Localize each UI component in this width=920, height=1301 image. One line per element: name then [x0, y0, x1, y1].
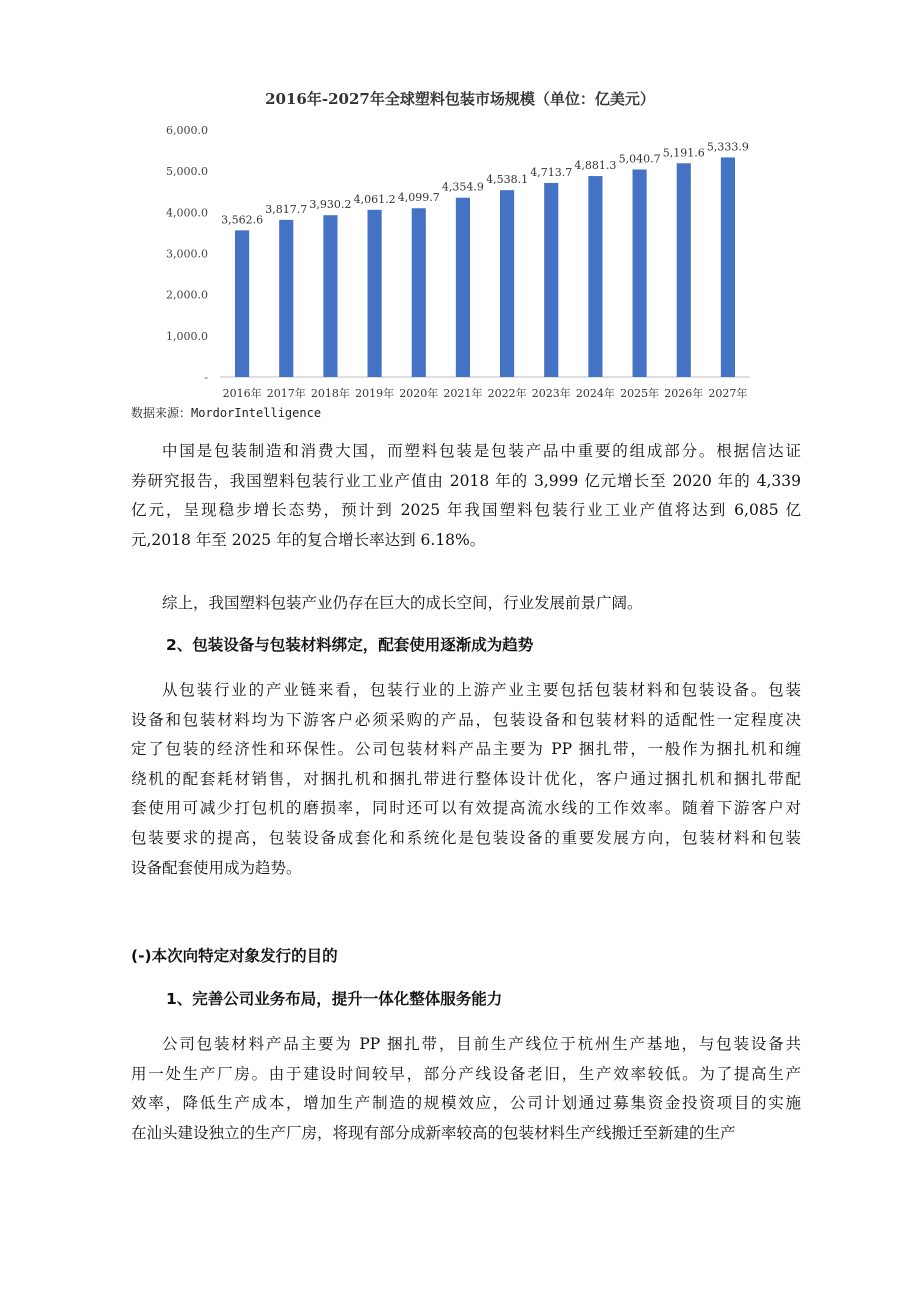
x-category-label: 2026年 — [664, 387, 704, 400]
x-category-label: 2023年 — [531, 387, 571, 400]
bar-value-label: 5,333.9 — [706, 140, 749, 154]
bar — [368, 210, 382, 377]
y-axis-ticks — [166, 124, 208, 384]
x-category-label: 2017年 — [266, 387, 306, 400]
bar — [588, 176, 602, 377]
heading-equipment-material-binding: 2、包装设备与包装材料绑定，配套使用逐渐成为趋势 — [166, 636, 534, 654]
x-category-label: 2016年 — [222, 387, 262, 400]
bar — [323, 215, 337, 377]
bar-value-label: 5,040.7 — [618, 152, 661, 166]
y-tick-label: 2,000.0 — [166, 288, 208, 302]
x-category-label: 2022年 — [487, 387, 527, 400]
text-line: 定了包装的经济性和环保性。公司包装材料产品主要为 PP 捆扎带，一般作为捆扎机和缠 — [131, 740, 801, 759]
bar-value-label: 4,538.1 — [486, 173, 529, 187]
bar-value-label: 3,930.2 — [309, 198, 352, 212]
text-line: 综上，我国塑料包装产业仍存在巨大的成长空间，行业发展前景广阔。 — [162, 594, 643, 612]
bar-value-label: 3,562.6 — [221, 213, 264, 227]
text-line: 中国是包装制造和消费大国，而塑料包装是包装产品中重要的组成部分。根据信达证 — [162, 442, 801, 460]
x-category-label: 2021年 — [443, 387, 483, 400]
text-line: 用一处生产厂房。由于建设时间较早，部分产线设备老旧，生产效率较低。为了提高生产 — [131, 1064, 801, 1083]
bar — [500, 190, 514, 377]
x-category-label: 2020年 — [399, 387, 439, 400]
text-line: 绕机的配套耗材销售，对捆扎机和捆扎带进行整体设计优化，客户通过捆扎机和捆扎带配 — [131, 769, 801, 788]
heading-business-layout: 1、完善公司业务布局，提升一体化整体服务能力 — [166, 990, 503, 1008]
text-line: 元,2018 年至 2025 年的复合增长率达到 6.18%。 — [131, 530, 486, 549]
text-line: 从包装行业的产业链来看，包装行业的上游产业主要包括包装材料和包装设备。包装 — [162, 681, 801, 699]
bar-value-label: 4,061.2 — [353, 192, 396, 206]
x-category-label: 2025年 — [620, 387, 660, 400]
bar-value-label: 4,354.9 — [441, 180, 484, 194]
y-tick-label: - — [204, 371, 208, 384]
text-line: 包装要求的提高，包装设备成套化和系统化是包装设备的重要发展方向，包装材料和包装 — [131, 828, 801, 847]
bar-value-label: 4,713.7 — [530, 165, 573, 179]
paragraph-industry-chain — [131, 676, 801, 883]
heading-issuance-purpose: (-)本次向特定对象发行的目的 — [131, 947, 338, 965]
paragraph-conclusion — [131, 589, 801, 619]
text-line: 套使用可减少打包机的磨损率，同时还可以有效提高流水线的工作效率。随着下游客户对 — [131, 799, 801, 818]
bar — [235, 230, 249, 377]
bar — [279, 220, 293, 377]
y-tick-label: 3,000.0 — [166, 247, 208, 261]
text-line: 公司包装材料产品主要为 PP 捆扎带，目前生产线位于杭州生产基地，与包装设备共 — [162, 1035, 801, 1053]
value-labels — [221, 140, 749, 226]
x-category-label: 2024年 — [575, 387, 615, 400]
x-category-label: 2027年 — [708, 387, 748, 400]
bar-series — [235, 157, 735, 377]
y-tick-label: 1,000.0 — [166, 329, 208, 343]
bar — [721, 157, 735, 377]
y-tick-label: 5,000.0 — [166, 165, 208, 179]
y-tick-label: 4,000.0 — [166, 206, 208, 220]
x-category-label: 2018年 — [310, 387, 350, 400]
bar-value-label: 4,881.3 — [574, 159, 617, 173]
x-category-label: 2019年 — [355, 387, 395, 400]
text-line: 设备和包装材料均为下游客户必须采购的产品，包装设备和包装材料的适配性一定程度决 — [131, 710, 801, 729]
y-tick-label: 6,000.0 — [166, 124, 208, 137]
text-line: 设备配套使用成为趋势。 — [131, 858, 302, 877]
bar — [633, 169, 647, 377]
bar — [412, 208, 426, 377]
bar-value-label: 5,191.6 — [662, 146, 705, 160]
data-source-note: 数据来源：MordorIntelligence — [131, 406, 322, 420]
bar — [456, 198, 470, 377]
bar-value-label: 4,099.7 — [397, 191, 440, 205]
chart-title: 2016年-2027年全球塑料包装市场规模（单位：亿美元） — [265, 90, 655, 108]
text-line: 效率，降低生产成本，增加生产制造的规模效应，公司计划通过募集资金投资项目的实施 — [131, 1094, 801, 1113]
x-axis-labels — [223, 386, 748, 400]
text-line: 亿元，呈现稳步增长态势，预计到 2025 年我国塑料包装行业工业产值将达到 6,085 亿 — [131, 501, 801, 520]
paragraph-production-base — [131, 1030, 801, 1148]
text-line: 券研究报告，我国塑料包装行业工业产值由 2018 年的 3,999 亿元增长至 2020 年的 4,339 — [131, 471, 801, 490]
bar — [544, 183, 558, 377]
market-size-bar-chart — [150, 78, 770, 410]
paragraph-plastic-packaging-china — [131, 437, 801, 555]
bar — [677, 163, 691, 377]
bar-value-label: 3,817.7 — [265, 202, 308, 216]
text-line: 在汕头建设独立的生产厂房，将现有部分成新率较高的包装材料生产线搬迁至新建的生产 — [131, 1123, 736, 1142]
